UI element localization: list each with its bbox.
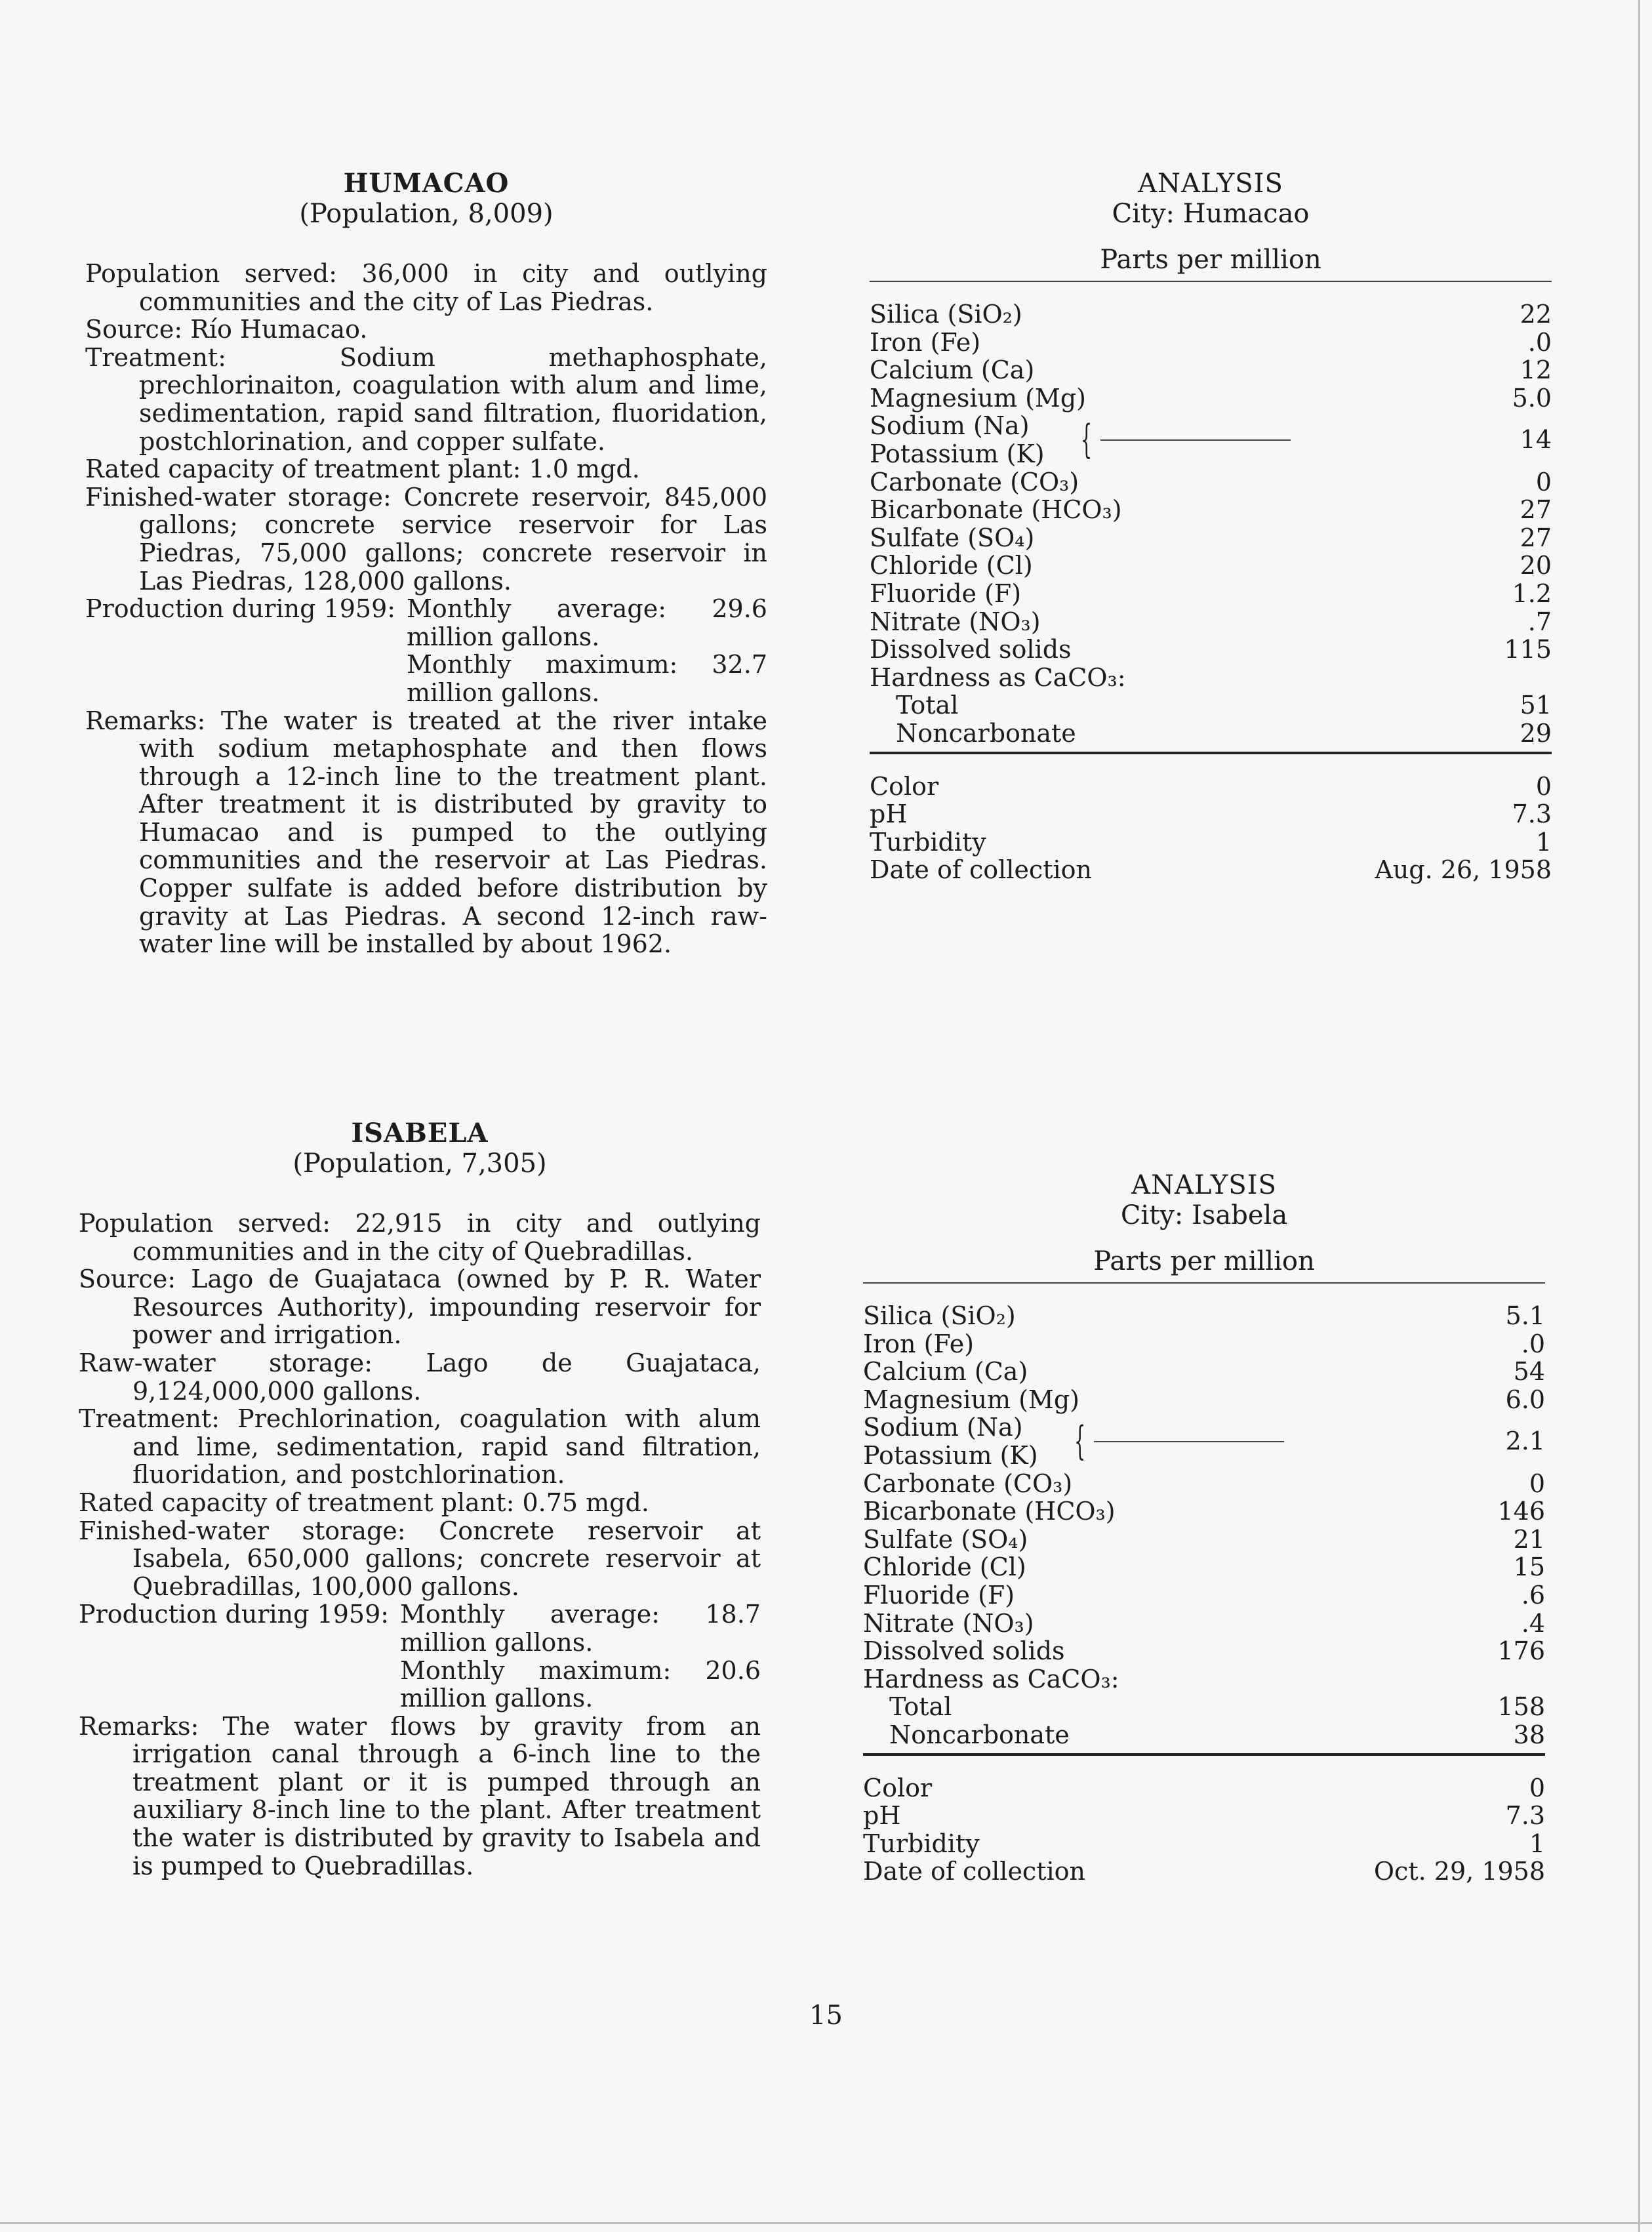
row-value: 27	[1520, 523, 1552, 552]
row-value: 14	[1520, 425, 1552, 455]
row-value: 27	[1520, 495, 1552, 525]
row-name: Total	[889, 1692, 952, 1722]
isabela-row-turbidity	[863, 1830, 1545, 1858]
page-edge-bottom	[0, 2222, 1652, 2224]
row-value: .4	[1521, 1608, 1545, 1638]
isabela-row-silica	[863, 1302, 1545, 1330]
row-name: Date of collection	[863, 1857, 1085, 1886]
row-value: 1	[1529, 1829, 1545, 1858]
row-name-potassium: Potassium (K)	[863, 1440, 1038, 1470]
row-name: Magnesium (Mg)	[870, 383, 1086, 413]
row-value: 51	[1520, 691, 1552, 720]
humacao-section	[85, 169, 767, 958]
isabela-row-fluoride	[863, 1581, 1545, 1610]
isabela-title: ISABELA	[351, 1118, 489, 1148]
row-name: Silica (SiO₂)	[863, 1301, 1016, 1330]
humacao-row-sodium-potassium	[870, 412, 1552, 468]
isabela-row-magnesium	[863, 1386, 1545, 1414]
isabela-analysis-city: City: Isabela	[1120, 1200, 1288, 1230]
isabela-raw-storage: Raw-water storage: Lago de Guajataca, 9,124,000,000 gallons.	[79, 1348, 761, 1406]
row-name: Hardness as CaCO₃:	[863, 1664, 1119, 1694]
row-name: Fluoride (F)	[870, 578, 1022, 608]
isabela-analysis-rule-top	[863, 1282, 1545, 1284]
page-edge-right	[1638, 0, 1640, 2232]
row-value: 21	[1513, 1524, 1545, 1554]
humacao-row-chloride	[870, 552, 1552, 580]
humacao-row-calcium	[870, 356, 1552, 384]
row-value: 176	[1497, 1636, 1545, 1666]
row-name: Sulfate (SO₄)	[863, 1524, 1028, 1554]
isabela-treatment: Treatment: Prechlorination, coagulation with alum and lime, sedimentation, rapid sand filtration, fluoridation, and postchlorination.	[79, 1404, 761, 1490]
row-value: 38	[1513, 1720, 1545, 1749]
isabela-production	[79, 1600, 761, 1712]
isabela-row-ph	[863, 1802, 1545, 1830]
page-number: 15	[809, 2000, 843, 2031]
row-value: Aug. 26, 1958	[1375, 855, 1552, 885]
humacao-row-turbidity	[870, 828, 1552, 857]
row-name: Carbonate (CO₃)	[863, 1469, 1073, 1498]
humacao-row-nitrate	[870, 608, 1552, 636]
row-value: Oct. 29, 1958	[1373, 1857, 1545, 1886]
isabela-row-carbonate	[863, 1470, 1545, 1498]
row-value: 15	[1513, 1552, 1545, 1582]
humacao-population-served: Population served: 36,000 in city and outlying communities and the city of Las Piedras.	[85, 259, 767, 316]
row-name: Hardness as CaCO₃:	[870, 662, 1126, 692]
humacao-treatment: Treatment: Sodium methaphosphate, prechlorinaiton, coagulation with alum and lime, sedimentation, rapid sand filtration, fluoridation, postchlorination, and copper sulfate.	[85, 342, 767, 456]
isabela-remarks: Remarks: The water flows by gravity from an irrigation canal through a 6-inch line to the treatment plant or it is pumped through an auxiliary 8-inch line to the plant. After treatment the water is distributed by gravity to Isabela and is pumped to Quebradillas.	[79, 1711, 761, 1880]
row-name: Nitrate (NO₃)	[870, 607, 1041, 636]
isabela-section	[79, 1119, 761, 1880]
isabela-row-noncarbonate	[863, 1721, 1545, 1749]
isabela-row-iron	[863, 1330, 1545, 1358]
isabela-analysis-title: ANALYSIS	[1131, 1170, 1277, 1200]
row-name: Fluoride (F)	[863, 1580, 1015, 1610]
humacao-row-fluoride	[870, 580, 1552, 608]
isabela-row-hardness	[863, 1665, 1545, 1694]
row-value: 6.0	[1505, 1385, 1545, 1414]
isabela-source: Source: Lago de Guajataca (owned by P. R. Water Resources Authority), impounding reservoir for power and irrigation.	[79, 1265, 761, 1350]
row-value: 5.1	[1505, 1301, 1545, 1330]
humacao-row-date	[870, 856, 1552, 884]
row-value: 29	[1520, 718, 1552, 748]
row-name: Calcium (Ca)	[870, 355, 1035, 385]
row-value: 12	[1520, 355, 1552, 385]
humacao-analysis-rule-top	[870, 281, 1552, 282]
humacao-title: HUMACAO	[343, 168, 510, 199]
leader-line	[1094, 1441, 1284, 1442]
isabela-population: (Population, 7,305)	[292, 1148, 547, 1179]
isabela-production-label: Production during 1959:	[79, 1600, 390, 1629]
row-value: 54	[1513, 1357, 1545, 1387]
row-name: Dissolved solids	[863, 1636, 1065, 1666]
humacao-analysis-units: Parts per million	[1100, 245, 1321, 275]
row-value: .0	[1521, 1329, 1545, 1358]
isabela-analysis-units: Parts per million	[1093, 1246, 1315, 1276]
row-value: .7	[1527, 607, 1552, 636]
row-name: Sulfate (SO₄)	[870, 523, 1035, 552]
humacao-row-carbonate	[870, 468, 1552, 497]
humacao-row-dissolved	[870, 636, 1552, 664]
row-value: 20	[1520, 551, 1552, 580]
row-name-sodium: Sodium (Na)	[863, 1413, 1023, 1442]
humacao-row-noncarbonate	[870, 720, 1552, 748]
humacao-production-avg: Monthly average: 29.6 million gallons.	[407, 594, 767, 651]
humacao-row-magnesium	[870, 384, 1552, 413]
isabela-storage: Finished-water storage: Concrete reservoir at Isabela, 650,000 gallons; concrete reservoir at Quebradillas, 100,000 gallons.	[79, 1516, 761, 1601]
isabela-row-chloride	[863, 1553, 1545, 1581]
row-name: Nitrate (NO₃)	[863, 1608, 1034, 1638]
row-name: Noncarbonate	[889, 1720, 1070, 1749]
row-value: 22	[1520, 300, 1552, 329]
row-name: Color	[863, 1773, 933, 1802]
row-value: 7.3	[1512, 800, 1552, 829]
humacao-production-max: Monthly maximum: 32.7 million gallons.	[407, 650, 767, 707]
humacao-row-iron	[870, 329, 1552, 357]
humacao-row-total	[870, 691, 1552, 720]
isabela-row-total	[863, 1693, 1545, 1721]
humacao-rated-capacity: Rated capacity of treatment plant: 1.0 mgd.	[85, 455, 640, 484]
humacao-analysis-title: ANALYSIS	[1138, 169, 1283, 199]
humacao-row-hardness	[870, 664, 1552, 692]
row-name: Date of collection	[870, 855, 1092, 885]
humacao-row-bicarbonate	[870, 496, 1552, 524]
row-name: Bicarbonate (HCO₃)	[870, 495, 1122, 525]
isabela-row-calcium	[863, 1358, 1545, 1386]
isabela-production-avg: Monthly average: 18.7 million gallons.	[400, 1600, 761, 1657]
isabela-row-nitrate	[863, 1610, 1545, 1638]
isabela-row-sulfate	[863, 1526, 1545, 1554]
humacao-source: Source: Río Humacao.	[85, 315, 368, 344]
brace-icon: {	[1074, 1418, 1086, 1465]
row-name: Silica (SiO₂)	[870, 300, 1022, 329]
isabela-rated-capacity: Rated capacity of treatment plant: 0.75 mgd.	[79, 1488, 649, 1517]
row-value: 1.2	[1512, 578, 1552, 608]
isabela-row-sodium-potassium	[863, 1413, 1545, 1469]
row-name: Turbidity	[863, 1829, 980, 1858]
row-name: Bicarbonate (HCO₃)	[863, 1497, 1116, 1526]
row-value: 0	[1535, 467, 1552, 497]
row-value: 0	[1535, 771, 1552, 801]
humacao-storage: Finished-water storage: Concrete reservoir, 845,000 gallons; concrete service reservoir for Las Piedras, 75,000 gallons; concrete reservoir in Las Piedras, 128,000 gallons.	[85, 482, 767, 596]
isabela-production-max: Monthly maximum: 20.6 million gallons.	[400, 1655, 761, 1713]
humacao-row-silica	[870, 300, 1552, 329]
row-name: Color	[870, 771, 939, 801]
row-value: .6	[1521, 1580, 1545, 1610]
isabela-row-dissolved	[863, 1637, 1545, 1665]
row-value: 0	[1529, 1469, 1545, 1498]
humacao-population: (Population, 8,009)	[299, 199, 554, 229]
row-name-sodium: Sodium (Na)	[870, 411, 1030, 441]
row-name: Turbidity	[870, 827, 986, 857]
row-value: .0	[1527, 327, 1552, 357]
row-name-potassium: Potassium (K)	[870, 439, 1045, 468]
row-value: 5.0	[1512, 383, 1552, 413]
row-name: Dissolved solids	[870, 635, 1072, 664]
row-name: Chloride (Cl)	[863, 1552, 1026, 1582]
row-name: pH	[870, 800, 908, 829]
leader-line	[1100, 439, 1291, 441]
row-value: 0	[1529, 1773, 1545, 1802]
row-name: Total	[896, 691, 959, 720]
row-value: 1	[1535, 827, 1552, 857]
humacao-row-ph	[870, 800, 1552, 828]
humacao-analysis-city: City: Humacao	[1112, 199, 1310, 229]
row-name: pH	[863, 1801, 901, 1831]
isabela-analysis-rule-bottom	[863, 1753, 1545, 1756]
row-name: Iron (Fe)	[863, 1329, 975, 1358]
row-name: Chloride (Cl)	[870, 551, 1033, 580]
humacao-production	[85, 595, 767, 706]
humacao-remarks: Remarks: The water is treated at the river intake with sodium metaphosphate and then flows through a 12-inch line to the treatment plant. After treatment it is distributed by gravity to Humacao and is pumped to the outlying communities and the reservoir at Las Piedras. Copper sulfate is added before distribution by gravity at Las Piedras. A second 12-inch raw-water line will be installed by about 1962.	[85, 706, 767, 959]
row-name: Carbonate (CO₃)	[870, 467, 1079, 497]
row-name: Calcium (Ca)	[863, 1357, 1028, 1387]
isabela-row-bicarbonate	[863, 1497, 1545, 1526]
row-value: 2.1	[1505, 1427, 1545, 1456]
row-value: 7.3	[1505, 1801, 1545, 1831]
isabela-row-color	[863, 1774, 1545, 1802]
row-value: 146	[1497, 1497, 1545, 1526]
row-value: 115	[1504, 635, 1552, 664]
row-value: 158	[1497, 1692, 1545, 1722]
isabela-row-date	[863, 1857, 1545, 1886]
humacao-row-color	[870, 773, 1552, 801]
humacao-row-sulfate	[870, 524, 1552, 552]
brace-icon: {	[1081, 416, 1093, 463]
row-name: Noncarbonate	[896, 718, 1076, 748]
row-name: Magnesium (Mg)	[863, 1385, 1079, 1414]
humacao-production-label: Production during 1959:	[85, 594, 396, 624]
humacao-analysis-rule-bottom	[870, 752, 1552, 754]
humacao-analysis	[870, 169, 1552, 884]
row-name: Iron (Fe)	[870, 327, 981, 357]
isabela-analysis	[863, 1171, 1545, 1886]
isabela-population-served: Population served: 22,915 in city and outlying communities and in the city of Quebradillas.	[79, 1209, 761, 1266]
